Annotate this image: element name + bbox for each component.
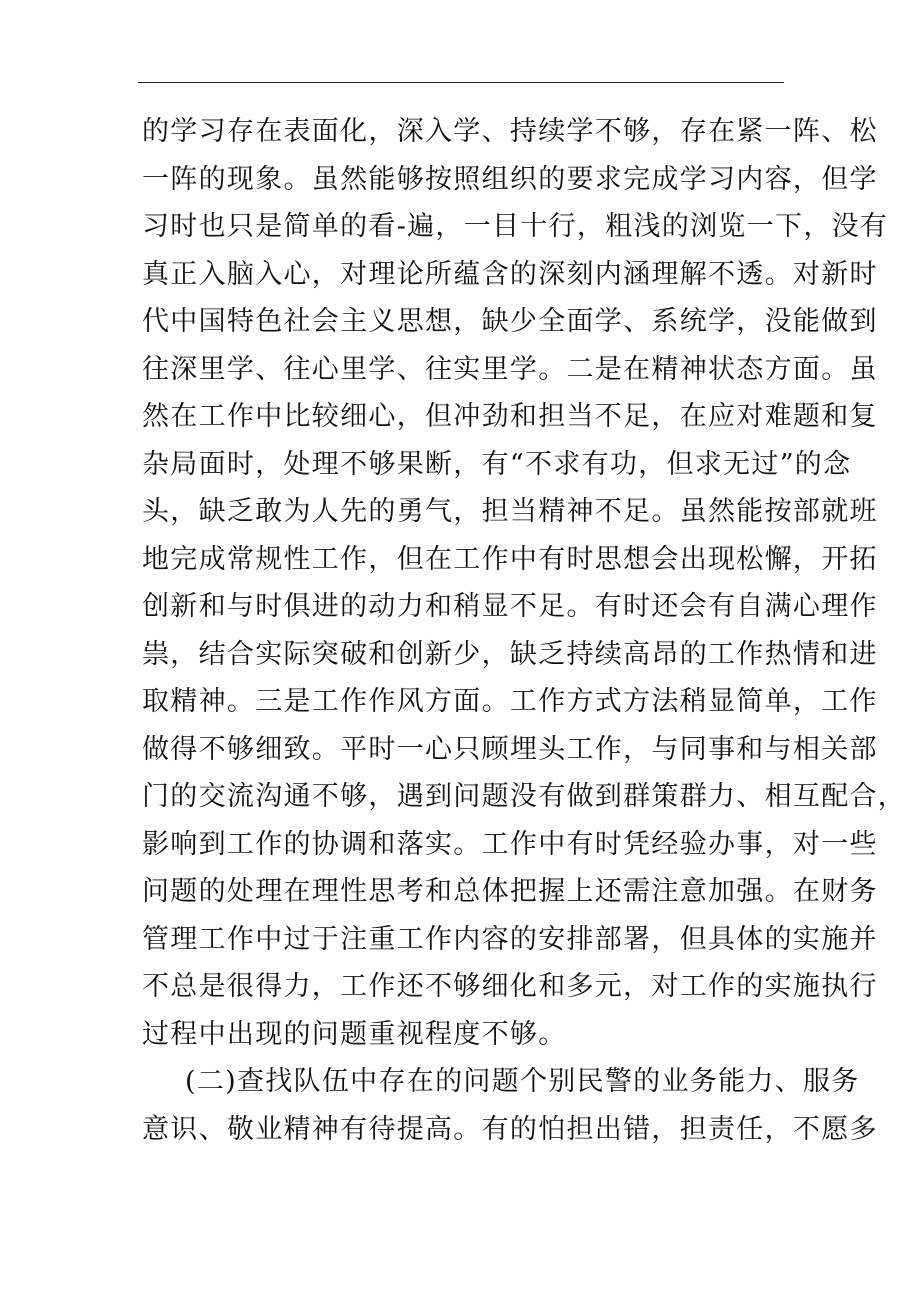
text-line: 真正入脑入心，对理论所蕴含的深刻内涵理解不透。对新时 [142, 258, 878, 290]
text-line: 做得不够细致。平时一心只顾埋头工作，与同事和与相关部 [142, 733, 878, 765]
text-line: 杂局面时，处理不够果断，有“不求有功，但求无过”的念 [142, 448, 852, 480]
text-line: 过程中出现的问题重视程度不够。 [142, 1018, 567, 1050]
text-line: 意识、敬业精神有待提高。有的怕担出错，担责任，不愿多 [142, 1113, 878, 1145]
text-line: 创新和与时俱进的动力和稍显不足。有时还会有自满心理作 [142, 591, 878, 622]
text-line: 一阵的现象。虽然能够按照组织的要求完成学习内容，但学 [142, 163, 878, 195]
section-heading-line: (二)查找队伍中存在的问题个别民警的业务能力、服务 [185, 1066, 860, 1097]
text-line: 地完成常规性工作，但在工作中有时思想会出现松懈，开拓 [142, 543, 878, 575]
text-line: 习时也只是简单的看-遍，一目十行，粗浅的浏览一下，没有 [142, 211, 889, 242]
text-line: 祟，结合实际突破和创新少，缺乏持续高昂的工作热情和进 [142, 638, 878, 670]
text-line: 门的交流沟通不够，遇到问题没有做到群策群力、相互配合， [142, 781, 907, 812]
text-line: 往深里学、往心里学、往实里学。二是在精神状态方面。虽 [142, 353, 878, 385]
text-line: 的学习存在表面化，深入学、持续学不够，存在紧一阵、松 [142, 116, 878, 147]
text-line: 影响到工作的协调和落实。工作中有时凭经验办事，对一些 [142, 828, 878, 860]
text-line: 问题的处理在理性思考和总体把握上还需注意加强。在财务 [142, 876, 878, 907]
text-line: 然在工作中比较细心，但冲劲和担当不足，在应对难题和复 [142, 401, 878, 432]
text-line: 管理工作中过于注重工作内容的安排部署，但具体的实施并 [142, 923, 878, 955]
text-line: 代中国特色社会主义思想，缺少全面学、系统学，没能做到 [142, 306, 878, 337]
header-rule [138, 82, 784, 83]
text-line: 取精神。三是工作作风方面。工作方式方法稍显简单，工作 [142, 686, 878, 717]
document-body [142, 108, 907, 1153]
text-line: 不总是很得力，工作还不够细化和多元，对工作的实施执行 [142, 971, 878, 1002]
text-line: 头，缺乏敢为人先的勇气，担当精神不足。虽然能按部就班 [142, 496, 878, 527]
